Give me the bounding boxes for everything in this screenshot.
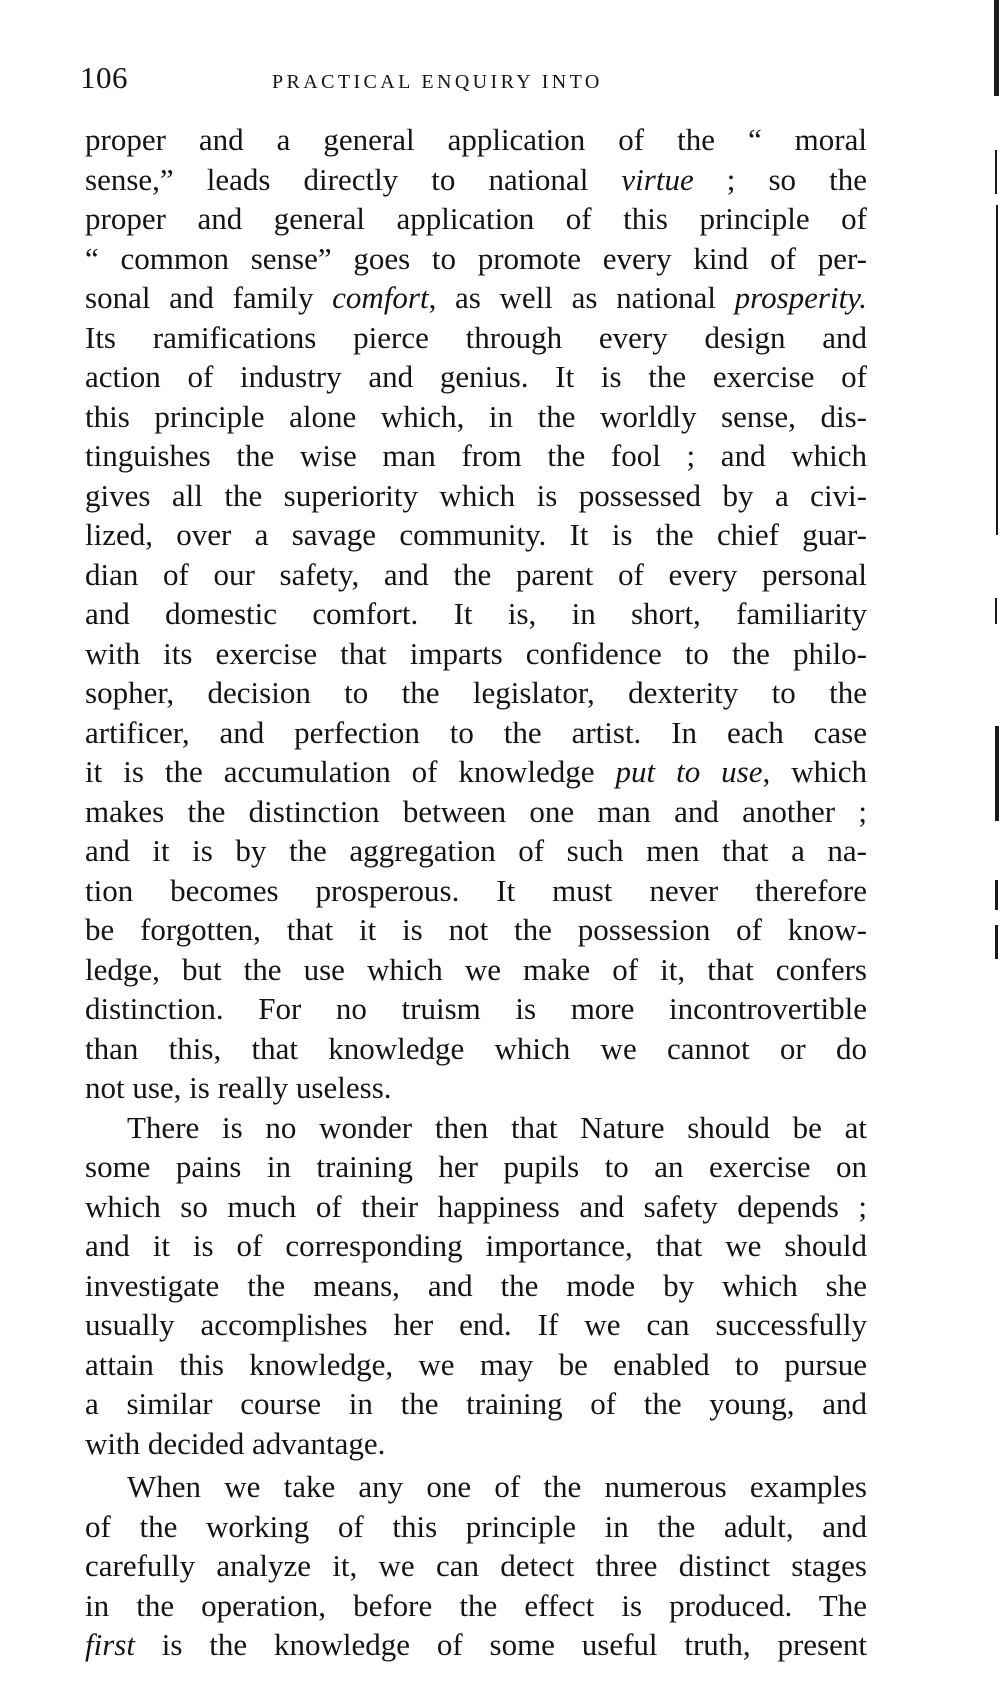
page-number: 106 [80, 60, 128, 95]
text-line: usually accomplishes her end. If we can successfully [85, 1307, 867, 1342]
scan-edge-shadow [992, 0, 1000, 1700]
text-line: this principle alone which, in the worldly sense, dis- [85, 398, 867, 434]
text-line: than this, that knowledge which we cannot or do [85, 1030, 867, 1066]
text-line: be forgotten, that it is not the possession of know- [85, 912, 867, 947]
text-line: lized, over a savage community. It is the chief guar- [85, 517, 867, 552]
text-line: Its ramifications pierce through every design and [85, 319, 867, 355]
text-line: sopher, decision to the legislator, dexterity to the [85, 675, 867, 710]
text-line: dian of our safety, and the parent of every personal [85, 556, 867, 592]
text-line: ledge, but the use which we make of it, that confers [85, 951, 867, 987]
paragraph [85, 120, 867, 1108]
edge-mark [995, 925, 998, 959]
text-line: it is the accumulation of knowledge put to use, which [85, 754, 867, 789]
text-line: sense,” leads directly to national virtue ; so the [85, 161, 867, 197]
text-line: first is the knowledge of some useful truth, present [85, 1627, 867, 1662]
text-line: of the working of this principle in the adult, and [85, 1508, 867, 1544]
text-line: proper and general application of this principle of [85, 201, 867, 236]
text-line: with decided advantage. [85, 1425, 386, 1461]
text-line: and it is of corresponding importance, that we should [85, 1228, 867, 1263]
text-line: artificer, and perfection to the artist. In each case [85, 714, 867, 750]
text-line: carefully analyze it, we can detect three distinct stages [85, 1548, 867, 1583]
paragraph [85, 1467, 867, 1665]
text-line: a similar course in the training of the young, and [85, 1386, 867, 1421]
edge-mark [995, 598, 997, 624]
text-line: action of industry and genius. It is the exercise of [85, 359, 867, 394]
text-line: sonal and family comfort, as well as national prosperity. [85, 280, 867, 315]
text-line: not use, is really useless. [85, 1070, 392, 1105]
edge-mark [995, 150, 997, 194]
text-line: distinction. For no truism is more incontrovertible [85, 991, 867, 1026]
edge-mark [996, 205, 998, 535]
text-line: makes the distinction between one man and another ; [85, 793, 867, 829]
text-line: some pains in training her pupils to an exercise on [85, 1149, 867, 1184]
text-line: which so much of their happiness and safety depends ; [85, 1188, 867, 1224]
running-title: PRACTICAL ENQUIRY INTO [272, 71, 603, 93]
text-line: and it is by the aggregation of such men that a na- [85, 833, 867, 868]
paragraph [85, 1108, 867, 1464]
text-line: proper and a general application of the “ moral [85, 122, 867, 157]
edge-mark [995, 880, 998, 910]
edge-mark [994, 0, 999, 96]
text-line: gives all the superiority which is possessed by a civi- [85, 477, 867, 513]
text-line: and domestic comfort. It is, in short, familiarity [85, 596, 867, 631]
text-line: attain this knowledge, we may be enabled to pursue [85, 1346, 867, 1382]
text-line: When we take any one of the numerous examples [127, 1469, 867, 1504]
text-line: tinguishes the wise man from the fool ; and which [85, 438, 867, 473]
text-line: “ common sense” goes to promote every kind of per- [85, 240, 867, 276]
text-line: investigate the means, and the mode by which she [85, 1267, 867, 1303]
text-line: There is no wonder then that Nature should be at [127, 1109, 867, 1145]
body-text [85, 120, 867, 1665]
edge-mark [995, 726, 999, 821]
text-line: tion becomes prosperous. It must never therefore [85, 872, 867, 908]
text-line: with its exercise that imparts confidence to the philo- [85, 635, 867, 671]
text-line: in the operation, before the effect is produced. The [85, 1587, 867, 1623]
